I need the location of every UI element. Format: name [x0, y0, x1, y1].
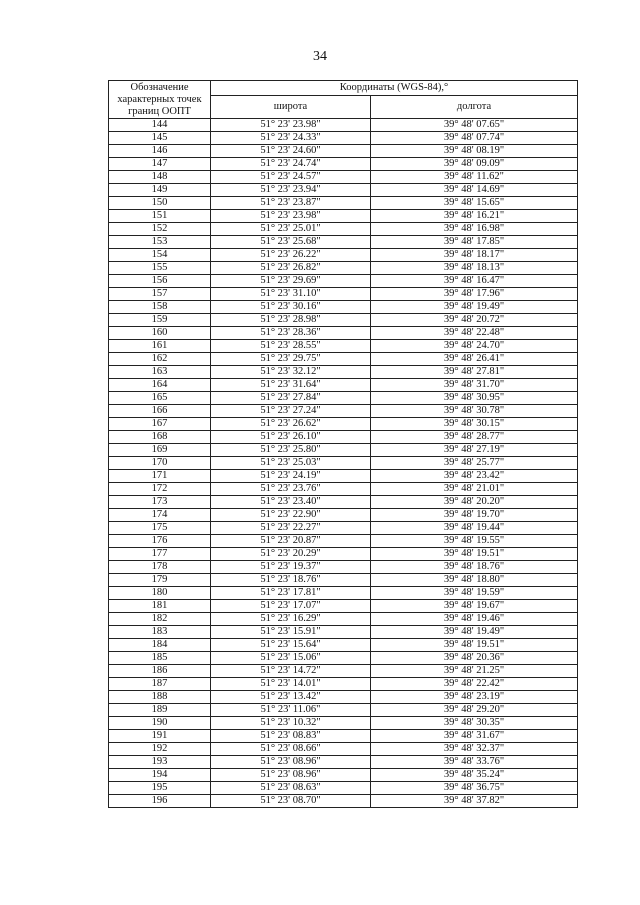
- table-row: [109, 132, 578, 145]
- longitude-cell: 39° 48' 28.77": [371, 431, 578, 444]
- table-row: [109, 574, 578, 587]
- point-number: 154: [109, 249, 211, 262]
- point-number: 172: [109, 483, 211, 496]
- latitude-cell: 51° 23' 28.36": [211, 327, 371, 340]
- latitude-cell: 51° 23' 17.07": [211, 600, 371, 613]
- latitude-cell: 51° 23' 15.91": [211, 626, 371, 639]
- latitude-cell: 51° 23' 25.03": [211, 457, 371, 470]
- point-number: 156: [109, 275, 211, 288]
- latitude-header: широта: [211, 96, 371, 119]
- point-number: 186: [109, 665, 211, 678]
- point-number: 155: [109, 262, 211, 275]
- latitude-cell: 51° 23' 08.83": [211, 730, 371, 743]
- longitude-cell: 39° 48' 16.98": [371, 223, 578, 236]
- point-label-header: Обозначение характерных точек границ ООПТ: [109, 81, 211, 119]
- table-row: [109, 301, 578, 314]
- table-row: [109, 678, 578, 691]
- point-number: 149: [109, 184, 211, 197]
- table-row: [109, 236, 578, 249]
- longitude-cell: 39° 48' 07.74": [371, 132, 578, 145]
- latitude-cell: 51° 23' 15.06": [211, 652, 371, 665]
- latitude-cell: 51° 23' 28.55": [211, 340, 371, 353]
- table-row: [109, 561, 578, 574]
- longitude-cell: 39° 48' 22.48": [371, 327, 578, 340]
- point-number: 175: [109, 522, 211, 535]
- point-number: 178: [109, 561, 211, 574]
- longitude-cell: 39° 48' 09.09": [371, 158, 578, 171]
- point-number: 145: [109, 132, 211, 145]
- longitude-cell: 39° 48' 32.37": [371, 743, 578, 756]
- table-row: [109, 327, 578, 340]
- point-number: 179: [109, 574, 211, 587]
- point-number: 195: [109, 782, 211, 795]
- point-number: 170: [109, 457, 211, 470]
- longitude-cell: 39° 48' 30.35": [371, 717, 578, 730]
- table-row: [109, 184, 578, 197]
- table-row: [109, 587, 578, 600]
- latitude-cell: 51° 23' 08.66": [211, 743, 371, 756]
- latitude-cell: 51° 23' 30.16": [211, 301, 371, 314]
- latitude-cell: 51° 23' 23.40": [211, 496, 371, 509]
- latitude-cell: 51° 23' 15.64": [211, 639, 371, 652]
- longitude-cell: 39° 48' 30.78": [371, 405, 578, 418]
- point-number: 163: [109, 366, 211, 379]
- point-number: 157: [109, 288, 211, 301]
- latitude-cell: 51° 23' 24.57": [211, 171, 371, 184]
- point-number: 151: [109, 210, 211, 223]
- coordinates-table: [108, 80, 578, 808]
- table-row: [109, 158, 578, 171]
- longitude-cell: 39° 48' 19.67": [371, 600, 578, 613]
- point-number: 191: [109, 730, 211, 743]
- longitude-cell: 39° 48' 17.96": [371, 288, 578, 301]
- latitude-cell: 51° 23' 23.98": [211, 210, 371, 223]
- table-row: [109, 379, 578, 392]
- latitude-cell: 51° 23' 24.60": [211, 145, 371, 158]
- point-number: 159: [109, 314, 211, 327]
- latitude-cell: 51° 23' 26.62": [211, 418, 371, 431]
- latitude-cell: 51° 23' 24.19": [211, 470, 371, 483]
- point-number: 164: [109, 379, 211, 392]
- table-row: [109, 704, 578, 717]
- table-row: [109, 197, 578, 210]
- point-number: 148: [109, 171, 211, 184]
- latitude-cell: 51° 23' 22.27": [211, 522, 371, 535]
- point-number: 196: [109, 795, 211, 808]
- latitude-cell: 51° 23' 08.70": [211, 795, 371, 808]
- longitude-cell: 39° 48' 20.20": [371, 496, 578, 509]
- page-number: 34: [313, 49, 327, 64]
- longitude-cell: 39° 48' 22.42": [371, 678, 578, 691]
- longitude-cell: 39° 48' 16.21": [371, 210, 578, 223]
- table-row: [109, 652, 578, 665]
- table-row: [109, 405, 578, 418]
- point-number: 192: [109, 743, 211, 756]
- point-number: 187: [109, 678, 211, 691]
- longitude-cell: 39° 48' 18.13": [371, 262, 578, 275]
- point-number: 176: [109, 535, 211, 548]
- longitude-cell: 39° 48' 27.81": [371, 366, 578, 379]
- table-row: [109, 665, 578, 678]
- table-row: [109, 691, 578, 704]
- longitude-cell: 39° 48' 35.24": [371, 769, 578, 782]
- point-number: 184: [109, 639, 211, 652]
- longitude-cell: 39° 48' 30.15": [371, 418, 578, 431]
- point-number: 188: [109, 691, 211, 704]
- point-number: 194: [109, 769, 211, 782]
- latitude-cell: 51° 23' 27.84": [211, 392, 371, 405]
- point-number: 193: [109, 756, 211, 769]
- latitude-cell: 51° 23' 11.06": [211, 704, 371, 717]
- table-row: [109, 782, 578, 795]
- point-number: 152: [109, 223, 211, 236]
- latitude-cell: 51° 23' 28.98": [211, 314, 371, 327]
- longitude-cell: 39° 48' 16.47": [371, 275, 578, 288]
- latitude-cell: 51° 23' 29.75": [211, 353, 371, 366]
- table-row: [109, 223, 578, 236]
- point-number: 182: [109, 613, 211, 626]
- longitude-cell: 39° 48' 19.51": [371, 639, 578, 652]
- latitude-cell: 51° 23' 24.33": [211, 132, 371, 145]
- table-row: [109, 795, 578, 808]
- latitude-cell: 51° 23' 25.01": [211, 223, 371, 236]
- latitude-cell: 51° 23' 22.90": [211, 509, 371, 522]
- table-row: [109, 353, 578, 366]
- table-row: [109, 600, 578, 613]
- table-row: [109, 119, 578, 132]
- table-row: [109, 626, 578, 639]
- longitude-cell: 39° 48' 19.46": [371, 613, 578, 626]
- point-number: 166: [109, 405, 211, 418]
- table-row: [109, 366, 578, 379]
- point-number: 161: [109, 340, 211, 353]
- latitude-cell: 51° 23' 16.29": [211, 613, 371, 626]
- table-row: [109, 210, 578, 223]
- longitude-cell: 39° 48' 21.25": [371, 665, 578, 678]
- coordinates-rows: [109, 119, 578, 808]
- longitude-cell: 39° 48' 31.70": [371, 379, 578, 392]
- point-number: 190: [109, 717, 211, 730]
- longitude-cell: 39° 48' 23.42": [371, 470, 578, 483]
- latitude-cell: 51° 23' 25.80": [211, 444, 371, 457]
- table-row: [109, 743, 578, 756]
- latitude-cell: 51° 23' 31.10": [211, 288, 371, 301]
- latitude-cell: 51° 23' 20.29": [211, 548, 371, 561]
- longitude-cell: 39° 48' 25.77": [371, 457, 578, 470]
- table-row: [109, 275, 578, 288]
- latitude-cell: 51° 23' 10.32": [211, 717, 371, 730]
- latitude-cell: 51° 23' 26.10": [211, 431, 371, 444]
- longitude-cell: 39° 48' 19.59": [371, 587, 578, 600]
- longitude-cell: 39° 48' 33.76": [371, 756, 578, 769]
- longitude-cell: 39° 48' 29.20": [371, 704, 578, 717]
- latitude-cell: 51° 23' 13.42": [211, 691, 371, 704]
- point-number: 162: [109, 353, 211, 366]
- longitude-cell: 39° 48' 19.44": [371, 522, 578, 535]
- table-row: [109, 483, 578, 496]
- point-number: 177: [109, 548, 211, 561]
- latitude-cell: 51° 23' 23.94": [211, 184, 371, 197]
- longitude-cell: 39° 48' 19.49": [371, 626, 578, 639]
- longitude-cell: 39° 48' 18.80": [371, 574, 578, 587]
- table-row: [109, 457, 578, 470]
- point-number: 147: [109, 158, 211, 171]
- latitude-cell: 51° 23' 29.69": [211, 275, 371, 288]
- table-row: [109, 509, 578, 522]
- latitude-cell: 51° 23' 20.87": [211, 535, 371, 548]
- point-number: 167: [109, 418, 211, 431]
- longitude-cell: 39° 48' 19.51": [371, 548, 578, 561]
- longitude-cell: 39° 48' 26.41": [371, 353, 578, 366]
- longitude-cell: 39° 48' 36.75": [371, 782, 578, 795]
- latitude-cell: 51° 23' 23.87": [211, 197, 371, 210]
- point-number: 180: [109, 587, 211, 600]
- table-row: [109, 249, 578, 262]
- table-row: [109, 522, 578, 535]
- longitude-cell: 39° 48' 24.70": [371, 340, 578, 353]
- point-number: 169: [109, 444, 211, 457]
- point-number: 160: [109, 327, 211, 340]
- table-row: [109, 431, 578, 444]
- longitude-cell: 39° 48' 31.67": [371, 730, 578, 743]
- table-row: [109, 288, 578, 301]
- longitude-header: долгота: [371, 96, 578, 119]
- point-number: 165: [109, 392, 211, 405]
- point-number: 153: [109, 236, 211, 249]
- latitude-cell: 51° 23' 27.24": [211, 405, 371, 418]
- table-row: [109, 496, 578, 509]
- latitude-cell: 51° 23' 32.12": [211, 366, 371, 379]
- table-row: [109, 262, 578, 275]
- table-row: [109, 418, 578, 431]
- longitude-cell: 39° 48' 20.72": [371, 314, 578, 327]
- table-row: [109, 756, 578, 769]
- latitude-cell: 51° 23' 14.01": [211, 678, 371, 691]
- point-number: 146: [109, 145, 211, 158]
- latitude-cell: 51° 23' 08.96": [211, 769, 371, 782]
- longitude-cell: 39° 48' 19.55": [371, 535, 578, 548]
- longitude-cell: 39° 48' 27.19": [371, 444, 578, 457]
- latitude-cell: 51° 23' 23.76": [211, 483, 371, 496]
- point-number: 181: [109, 600, 211, 613]
- latitude-cell: 51° 23' 14.72": [211, 665, 371, 678]
- latitude-cell: 51° 23' 19.37": [211, 561, 371, 574]
- longitude-cell: 39° 48' 37.82": [371, 795, 578, 808]
- latitude-cell: 51° 23' 23.98": [211, 119, 371, 132]
- longitude-cell: 39° 48' 14.69": [371, 184, 578, 197]
- latitude-cell: 51° 23' 25.68": [211, 236, 371, 249]
- table-row: [109, 470, 578, 483]
- table-row: [109, 340, 578, 353]
- table-row: [109, 769, 578, 782]
- longitude-cell: 39° 48' 15.65": [371, 197, 578, 210]
- longitude-cell: 39° 48' 11.62": [371, 171, 578, 184]
- latitude-cell: 51° 23' 26.22": [211, 249, 371, 262]
- point-number: 150: [109, 197, 211, 210]
- longitude-cell: 39° 48' 21.01": [371, 483, 578, 496]
- coordinates-group-header: Координаты (WGS-84),°: [211, 81, 578, 96]
- latitude-cell: 51° 23' 31.64": [211, 379, 371, 392]
- table-row: [109, 444, 578, 457]
- table-row: [109, 548, 578, 561]
- latitude-cell: 51° 23' 26.82": [211, 262, 371, 275]
- latitude-cell: 51° 23' 08.96": [211, 756, 371, 769]
- longitude-cell: 39° 48' 07.65": [371, 119, 578, 132]
- longitude-cell: 39° 48' 20.36": [371, 652, 578, 665]
- table-row: [109, 535, 578, 548]
- table-row: [109, 171, 578, 184]
- latitude-cell: 51° 23' 08.63": [211, 782, 371, 795]
- latitude-cell: 51° 23' 17.81": [211, 587, 371, 600]
- point-number: 173: [109, 496, 211, 509]
- longitude-cell: 39° 48' 30.95": [371, 392, 578, 405]
- longitude-cell: 39° 48' 23.19": [371, 691, 578, 704]
- table-row: [109, 314, 578, 327]
- table-row: [109, 639, 578, 652]
- longitude-cell: 39° 48' 08.19": [371, 145, 578, 158]
- latitude-cell: 51° 23' 24.74": [211, 158, 371, 171]
- longitude-cell: 39° 48' 18.76": [371, 561, 578, 574]
- point-number: 185: [109, 652, 211, 665]
- latitude-cell: 51° 23' 18.76": [211, 574, 371, 587]
- longitude-cell: 39° 48' 19.49": [371, 301, 578, 314]
- point-number: 168: [109, 431, 211, 444]
- table-row: [109, 717, 578, 730]
- table-row: [109, 613, 578, 626]
- table-row: [109, 145, 578, 158]
- point-number: 189: [109, 704, 211, 717]
- point-number: 183: [109, 626, 211, 639]
- longitude-cell: 39° 48' 17.85": [371, 236, 578, 249]
- table-row: [109, 392, 578, 405]
- table-row: [109, 730, 578, 743]
- point-number: 174: [109, 509, 211, 522]
- longitude-cell: 39° 48' 18.17": [371, 249, 578, 262]
- point-number: 171: [109, 470, 211, 483]
- longitude-cell: 39° 48' 19.70": [371, 509, 578, 522]
- point-number: 158: [109, 301, 211, 314]
- point-number: 144: [109, 119, 211, 132]
